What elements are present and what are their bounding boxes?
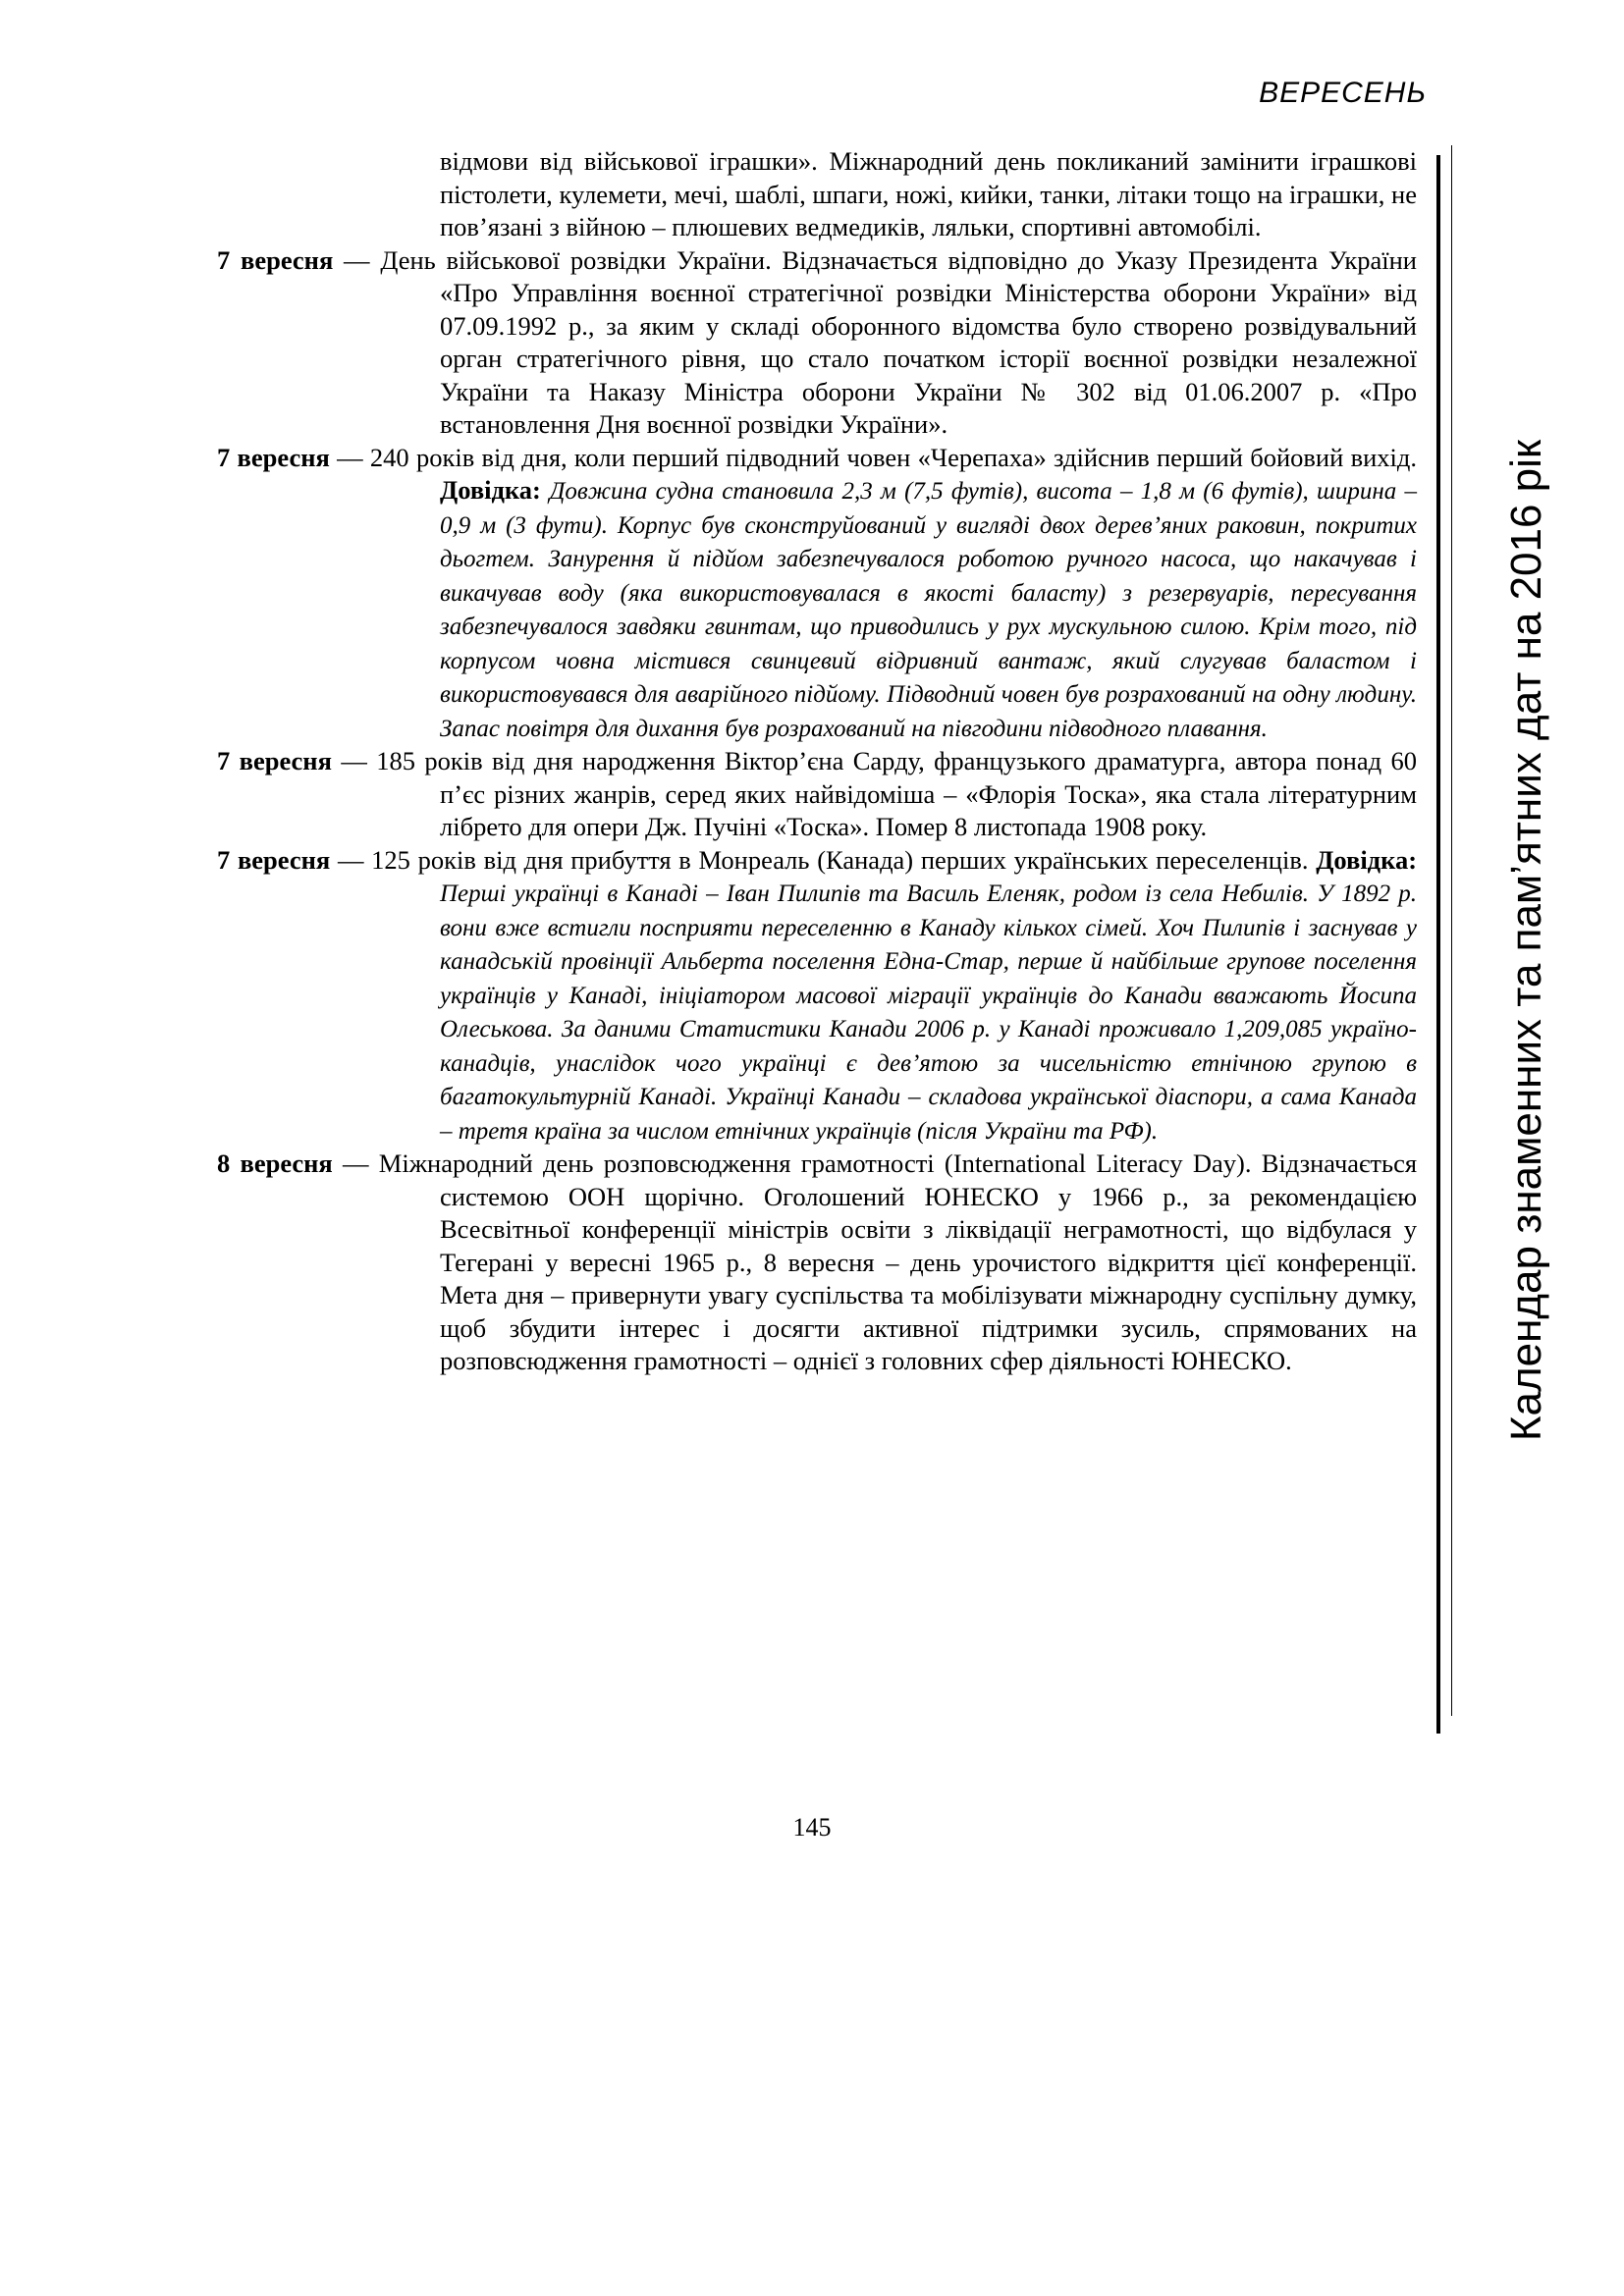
entry-date: 7 вересня — [217, 746, 332, 775]
side-title: Календар знаменних та пам’ятних дат на 2016 рік — [1502, 439, 1550, 1442]
intro-paragraph: відмови від військової іграшки». Міжнародний день покликаний замінити іграшкові пістолети, кулемети, мечі, шаблі, шпаги, ножі, кийки, танки, літаки тощо на іграшки, не пов’язані з війною – плюшевих ведмедиків, ляльки, спортивні автомобілі. — [440, 146, 1417, 241]
entry-date: 7 вересня — [217, 244, 334, 275]
entry-2 — [217, 442, 1417, 746]
page-number: 145 — [792, 1813, 832, 1842]
entry-date: 8 вересня — [217, 1148, 333, 1178]
entry-4 — [217, 844, 1417, 1148]
entry-dash: — — [337, 442, 363, 472]
page-content — [217, 145, 1417, 1378]
entry-dash: — — [344, 244, 370, 275]
running-head: ВЕРЕСЕНЬ — [1259, 77, 1427, 109]
entry-body: 185 років від дня народження Віктор’єна Сарду, французького драматурга, автора понад 60 п’єс різних жанрів, серед яких найвідоміша – «Флорія Тоска», яка стала літературним лібрето для опери Дж. Пучіні «Тоска». Помер 8 листопада 1908 року. — [376, 746, 1417, 841]
entry-body: 240 років від дня, коли перший підводний човен «Черепаха» здійснив перший бойовий вихід. — [369, 442, 1418, 472]
note-label: Довідка: — [440, 475, 541, 505]
note-text: Перші українці в Канаді – Іван Пилипів та Василь Еленяк, родом із села Небилів. У 1892 р. вони вже встигли посприяти переселенню в Канаду кількох сімей. Хоч Пилипів і заснував у канадській провінції Альберта поселення Една-Стар, перше й найбільше групове поселення українців у Канаді, ініціатором масової міграції українців до Канади вважають Йосипа Олеськова. За даними Статистики Канади 2006 р. у Канаді проживало 1,209,085 україно-канадців, унаслідок чого українці є дев’ятою за чисельністю етнічною групою в багатокультурній Канаді. Українці Канади – складова української діаспори, а сама Канада – третя країна за числом етнічних українців (після України та РФ). — [440, 881, 1417, 1145]
entry-3 — [217, 745, 1417, 844]
entry-5 — [217, 1148, 1417, 1378]
entry-dash: — — [341, 746, 367, 775]
entry-1 — [217, 244, 1417, 442]
entry-dash: — — [343, 1148, 369, 1178]
note-label: Довідка: — [1316, 844, 1418, 875]
entry-date: 7 вересня — [217, 844, 331, 875]
entry-body: Міжнародний день розповсюдження грамотності (International Literacy Day). Відзначається системою ООН щорічно. Оголошений ЮНЕСКО у 1966 р., за рекомендацією Всесвітньої конференції міністрів освіти з ліквідації неграмотності, що відбулася у Тегерані у вересні 1965 р., 8 вересня – день урочистого відкриття цієї конференції. Мета дня – привернути увагу суспільства та мобілізувати міжнародну суспільну думку, щоб збудити інтерес і досягти активної підтримки зусиль, спрямованих на розповсюдження грамотності – однієї з головних сфер діяльності ЮНЕСКО. — [378, 1148, 1418, 1375]
entry-dash: — — [337, 844, 364, 875]
note-text: Довжина судна становила 2,3 м (7,5 футів), висота – 1,8 м (6 футів), ширина – 0,9 м (3 фути). Корпус був сконструйований у вигляді двох дерев’яних раковин, покритих дьогтем. Занурення й підйом забезпечувалося роботою ручного насоса, що накачував і викачував воду (яка використовувалася в якості баласту) з резервуарів, пересування забезпечувалося завдяки гвинтам, що приводились у рух мускульною силою. Крім того, під корпусом човна містився свинцевий відривний вантаж, який слугував баластом і використовувався для аварійного підйому. Підводний човен був розрахований на одну людину. Запас повітря для дихання був розрахований на півгодини підводного плавання. — [440, 478, 1418, 742]
entry-date: 7 вересня — [217, 442, 330, 472]
entry-body: 125 років від дня прибуття в Монреаль (Канада) перших українських переселенців. — [371, 844, 1309, 875]
entry-body: День військової розвідки України. Відзначається відповідно до Указу Президента України «Про Управління воєнної стратегічної розвідки Міністерства оборони України» від 07.09.1992 р., за яким у складі оборонного відомства було створено розвідувальний орган стратегічного рівня, що стало початком історії воєнної розвідки незалежної України та Наказу Міністра оборони України № 302 від 01.06.2007 р. «Про встановлення Дня воєнної розвідки України». — [380, 244, 1417, 439]
side-title-area — [1438, 145, 1615, 1735]
